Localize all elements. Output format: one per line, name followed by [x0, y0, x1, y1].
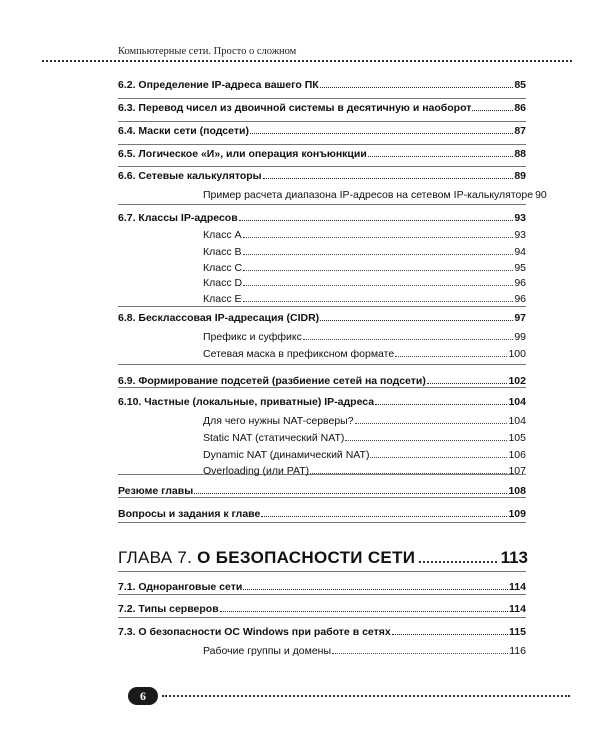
toc-entry-title: 7.2. Типы серверов	[118, 603, 219, 615]
running-header-title: Компьютерные сети. Просто о сложном	[118, 46, 297, 57]
toc-subentry[interactable]	[203, 328, 526, 344]
dot-leader	[368, 145, 514, 157]
toc-subentry[interactable]	[203, 290, 526, 306]
section-rule	[118, 204, 526, 205]
toc-entry-title: Пример расчета диапазона IP-адресов на сетевом IP-калькуляторе	[203, 189, 534, 201]
section-rule	[118, 306, 526, 307]
toc-entry-title: 6.2. Определение IP-адреса вашего ПК	[118, 79, 319, 91]
toc-entry-title: Overloading (или PAT)	[203, 465, 310, 477]
toc-subentry[interactable]	[203, 345, 526, 361]
toc-entry[interactable]	[118, 145, 526, 161]
dot-leader	[243, 226, 514, 238]
toc-entry-page: 95	[514, 262, 526, 274]
toc-entry-page: 104	[508, 415, 526, 427]
dot-leader	[239, 209, 514, 221]
toc-entry-page: 109	[508, 508, 526, 520]
toc-entry-page: 88	[514, 148, 526, 160]
toc-subentry[interactable]	[203, 429, 526, 445]
toc-entry[interactable]	[118, 505, 526, 521]
toc-entry-page: 107	[508, 465, 526, 477]
toc-entry-title: Сетевая маска в префиксном формате	[203, 348, 395, 360]
toc-entry-title: Класс A	[203, 229, 242, 241]
toc-entry-title: Класс B	[203, 246, 242, 258]
toc-entry-title: 6.8. Бесклассовая IP-адресация (CIDR)	[118, 312, 320, 324]
dot-leader	[261, 505, 507, 517]
toc-entry-page: 114	[509, 581, 526, 593]
toc-entry[interactable]	[118, 209, 526, 225]
toc-entry-page: 114	[509, 603, 526, 615]
dot-leader	[250, 122, 513, 134]
toc-entry-title: 6.7. Классы IP-адресов	[118, 212, 238, 224]
toc-entry[interactable]	[118, 600, 526, 616]
toc-entry-title: 6.3. Перевод чисел из двоичной системы в десятичную и наоборот	[118, 102, 472, 114]
dot-leader	[375, 393, 507, 405]
toc-entry-title: Резюме главы	[118, 485, 194, 497]
toc-subentry[interactable]	[203, 274, 526, 290]
toc-entry[interactable]	[118, 309, 526, 325]
toc-entry-title: 6.4. Маски сети (подсети)	[118, 125, 249, 137]
dot-leader	[243, 290, 514, 302]
header-dotted-rule	[42, 60, 572, 62]
dot-leader	[472, 99, 513, 111]
dot-leader	[320, 309, 513, 321]
toc-entry-title: 6.10. Частные (локальные, приватные) IP-адреса	[118, 396, 375, 408]
toc-entry-title: 6.9. Формирование подсетей (разбиение сетей на подсети)	[118, 375, 426, 387]
dot-leader	[392, 623, 508, 635]
toc-subentry[interactable]	[203, 642, 526, 658]
toc-entry-page: 102	[508, 375, 526, 387]
toc-subentry[interactable]	[203, 446, 526, 462]
page-number-badge: 6	[128, 687, 158, 705]
toc-subentry[interactable]	[203, 259, 526, 275]
dot-leader	[243, 259, 513, 271]
toc-entry[interactable]	[118, 122, 526, 138]
toc-entry-page: 86	[514, 102, 526, 114]
chapter-page: 113	[500, 548, 528, 567]
toc-entry[interactable]	[118, 623, 526, 639]
dot-leader	[345, 429, 507, 441]
toc-subentry[interactable]	[203, 226, 526, 242]
toc-entry-title: Рабочие группы и домены	[203, 645, 331, 657]
toc-subentry[interactable]	[203, 462, 526, 478]
toc-entry-page: 90	[535, 189, 547, 201]
dot-leader	[263, 167, 514, 179]
dot-leader	[395, 345, 507, 357]
toc-entry[interactable]	[118, 76, 526, 92]
toc-subentry[interactable]	[203, 243, 526, 259]
toc-entry-page: 93	[514, 229, 526, 241]
toc-entry-page: 97	[514, 312, 526, 324]
toc-entry-page: 100	[508, 348, 526, 360]
toc-entry-page: 104	[508, 396, 526, 408]
toc-entry[interactable]	[118, 393, 526, 409]
toc-entry-title: Класс D	[203, 277, 243, 289]
toc-entry-page: 99	[514, 331, 526, 343]
toc-entry[interactable]	[118, 167, 526, 183]
section-rule	[118, 522, 526, 523]
toc-entry-page: 96	[514, 293, 526, 305]
toc-entry-page: 89	[514, 170, 526, 182]
toc-entry-title: Префикс и суффикс	[203, 331, 302, 343]
dot-leader	[303, 328, 513, 340]
toc-entry[interactable]	[118, 482, 526, 498]
dot-leader	[310, 462, 507, 474]
toc-entry-title: Класс C	[203, 262, 243, 274]
toc-entry-page: 87	[514, 125, 526, 137]
toc-entry-page: 96	[514, 277, 526, 289]
toc-entry-title: Вопросы и задания к главе	[118, 508, 261, 520]
dot-leader	[355, 412, 508, 424]
toc-entry-page: 106	[508, 449, 526, 461]
dot-leader	[220, 600, 508, 612]
dot-leader	[419, 545, 496, 563]
toc-subentry[interactable]	[203, 186, 547, 202]
toc-entry-page: 108	[508, 485, 526, 497]
toc-entry-page: 115	[509, 626, 526, 638]
dot-leader	[243, 243, 514, 255]
toc-entry-title: 6.6. Сетевые калькуляторы	[118, 170, 262, 182]
dot-leader	[320, 76, 514, 88]
chapter-label: ГЛАВА 7.	[118, 548, 193, 567]
toc-entry-title: Для чего нужны NAT-серверы?	[203, 415, 354, 427]
dot-leader	[243, 578, 508, 590]
toc-entry-title: 6.5. Логическое «И», или операция конъюнкции	[118, 148, 367, 160]
toc-entry-title: Класс E	[203, 293, 242, 305]
toc-subentry[interactable]	[203, 412, 526, 428]
section-rule	[118, 594, 526, 595]
toc-entry-title: 7.3. О безопасности ОС Windows при работе в сетях	[118, 626, 391, 638]
toc-entry-page: 94	[514, 246, 526, 258]
section-rule	[118, 617, 526, 618]
chapter-title: О БЕЗОПАСНОСТИ СЕТИ	[197, 548, 416, 567]
toc-entry-title: Dynamic NAT (динамический NAT)	[203, 449, 370, 461]
dot-leader	[370, 446, 507, 458]
section-rule	[118, 364, 526, 365]
toc-entry[interactable]	[118, 99, 526, 115]
dot-leader	[427, 372, 508, 384]
dot-leader	[194, 482, 507, 494]
toc-entry-title: 7.1. Одноранговые сети	[118, 581, 243, 593]
toc-entry[interactable]	[118, 578, 526, 594]
toc-entry-page: 93	[514, 212, 526, 224]
toc-entry-page: 105	[508, 432, 526, 444]
toc-entry-page: 116	[509, 645, 526, 657]
dot-leader	[332, 642, 508, 654]
toc-entry-title: Static NAT (статический NAT)	[203, 432, 345, 444]
footer-dotted-rule	[162, 695, 570, 697]
toc-entry[interactable]	[118, 372, 526, 388]
toc-entry-page: 85	[514, 79, 526, 91]
chapter-heading[interactable]	[118, 545, 528, 569]
section-rule	[118, 571, 526, 572]
dot-leader	[243, 274, 513, 286]
